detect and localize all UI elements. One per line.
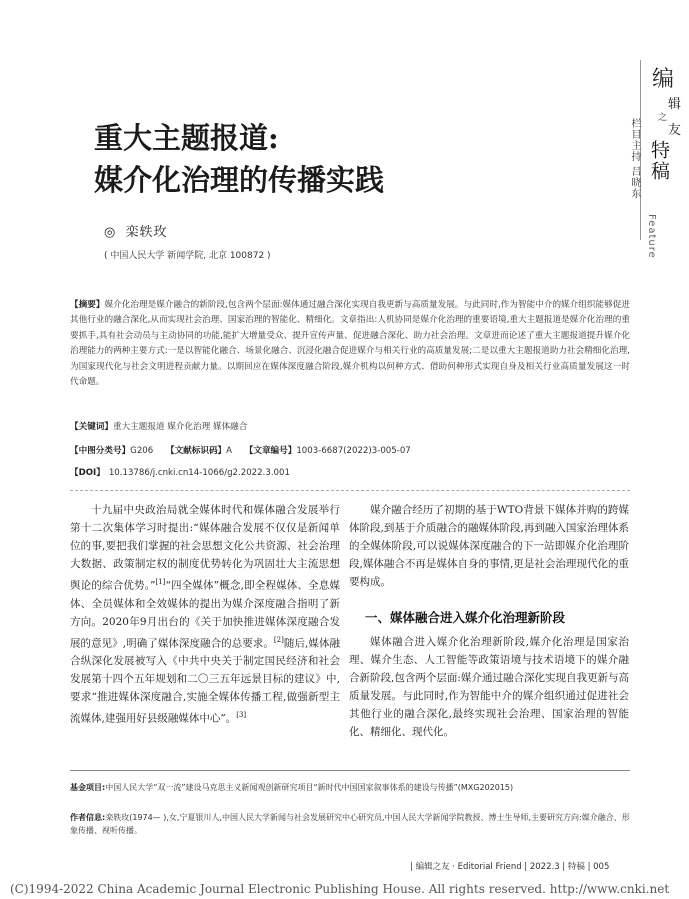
column-feature-label: Feature <box>646 214 657 259</box>
class-label: 【中图分类号】 <box>70 446 131 456</box>
doi-value: 10.13786/j.cnki.cn14-1066/g2.2022.3.001 <box>108 468 290 478</box>
author-info-note <box>70 811 630 837</box>
article-number-value: 1003-6687(2022)3-005-07 <box>296 446 411 456</box>
keywords-text: 重大主题报道 媒介化治理 媒体融合 <box>112 422 248 432</box>
keywords <box>70 420 247 432</box>
section-heading: 一、媒体融合进入媒介化治理新阶段 <box>365 610 566 625</box>
abstract <box>70 298 630 390</box>
journal-brand-logo <box>648 60 688 140</box>
funding-note <box>70 781 630 794</box>
footnote-divider <box>70 770 630 771</box>
body-paragraph: 媒介融合经历了初期的基于WTO背景下媒体并购的跨媒体阶段,到基于介质融合的融媒体阶段,再到融入国家治理体系的全媒体阶段,可以说媒体深度融合的下一站即媒介化治理阶段,媒体融合不再是媒体自身的事情,更是社会治理现代化的重要构成。 <box>349 504 629 588</box>
body-right-column <box>349 501 629 741</box>
column-host: 栏目主持 吕晓东 <box>629 118 640 200</box>
doi-label: 【DOI】 <box>70 468 105 478</box>
abstract-label: 【摘要】 <box>70 300 105 310</box>
svg-text:之: 之 <box>658 113 668 123</box>
title-line-2: 媒介化治理的传播实践 <box>94 163 385 197</box>
body-left-column <box>70 501 340 728</box>
author-affiliation: ( 中国人民大学 新闻学院, 北京 100872 ) <box>104 251 271 261</box>
author-info-text: 栾轶玫(1974— ),女,宁夏银川人,中国人民大学新闻与社会发展研究中心研究员,中国人民大学新闻学院教授、博士生导师,主要研究方向:媒介融合、形象传播、视听传播。 <box>70 813 630 835</box>
page-footer: | 编辑之友 · Editorial Friend | 2022.3 | 特稿 | 005 <box>410 862 610 872</box>
article-number-label: 【文章编号】 <box>244 446 297 456</box>
doc-code-value: A <box>226 446 233 456</box>
svg-text:编: 编 <box>652 67 675 92</box>
column-name: 特稿 <box>648 140 670 182</box>
funding-text: 中国人民大学“双一流”建设马克思主义新闻观创新研究项目“新时代中国国家叙事体系的建设与传播”(MXG202015) <box>105 783 514 792</box>
body-paragraph: 媒体融合进入媒介化治理新阶段,媒介化治理是国家治理、媒介生态、人工智能等政策语境与技术语境下的媒介融合新阶段,包含两个层面:媒介通过融合深化实现自我更新与高质量发展。与此同时,作为智能中介的媒介组织通过促进社会其他行业的融合深化,最终实现社会治理、国家治理的智能化、精细化、现代化。 <box>349 636 629 738</box>
classification-row <box>70 444 411 456</box>
article-title <box>94 117 384 201</box>
header-divider <box>70 490 630 491</box>
funding-label: 基金项目: <box>70 783 106 792</box>
doc-code-label: 【文献标识码】 <box>165 446 227 456</box>
reference-mark: [1] <box>155 578 166 586</box>
author-info-label: 作者信息: <box>70 813 106 822</box>
author-name: 栾轶玫 <box>125 225 168 240</box>
reference-mark: [3] <box>236 711 247 719</box>
body-paragraph: 十九届中央政治局就全媒体时代和媒体融合发展举行第十二次集体学习时提出:“媒体融合发展不仅仅是新闻单位的事,要把我们掌握的社会思想文化公共资源、社会治理大数据、政策制定权的制度优势转化为巩固壮大主流思想舆论的综合优势。”[1]“四全媒体”概念,即全程媒体、全息媒体、全员媒体和全效媒体的提出为媒介深度融合指明了新方向。2020年9月出台的《关于加快推进媒体深度融合发展的意见》,明确了媒体深度融合的总要求。[2]随后,媒体融合纵深化发展被写入《中共中央关于制定国民经济和社会发展第十四个五年规划和二〇三五年远景目标的建议》中,要求“推进媒体深度融合,实施全媒体传播工程,做强新型主流媒体,建强用好县级融媒体中心”。[3] <box>70 504 341 725</box>
author-line <box>104 221 168 240</box>
doi-row <box>70 466 290 478</box>
author-symbol: ◎ <box>104 225 116 240</box>
svg-text:友: 友 <box>668 123 682 138</box>
abstract-text: 媒介化治理是媒介融合的新阶段,包含两个层面:媒体通过融合深化实现自我更新与高质量发展。与此同时,作为智能中介的媒介组织能够促进其他行业的融合深化,从而实现社会治理、国家治理的智能化、精细化。文章指出:人机协同是媒介化治理的重要语境,重大主题报道是媒介化治理的重要抓手,具有社会动员与主动协同的功能,能扩大增量受众、提升宣传声量、促进融合深化、助力社会治理。文章进而论述了重大主题报道提升媒介化治理能力的两种主要方式:一是以智能化融合、场景化融合、沉浸化融合促进媒介与相关行业的高质量发展;二是以重大主题报道助力社会精细化治理,为国家现代化与社会文明进程贡献力量。以期回应在媒体深度融合阶段,媒介机构以何种方式、借助何种形式实现自身及相关行业高质量发展这一时代命题。 <box>70 300 630 388</box>
class-value: G206 <box>130 446 154 456</box>
keywords-label: 【关键词】 <box>70 422 113 432</box>
copyright-line: (C)1994-2022 China Academic Journal Electronic Publishing House. All rights reserved. http://www.cnki.net <box>10 882 670 896</box>
svg-text:辑: 辑 <box>668 97 682 112</box>
title-line-1: 重大主题报道: <box>94 121 279 155</box>
reference-mark: [2] <box>273 635 284 644</box>
